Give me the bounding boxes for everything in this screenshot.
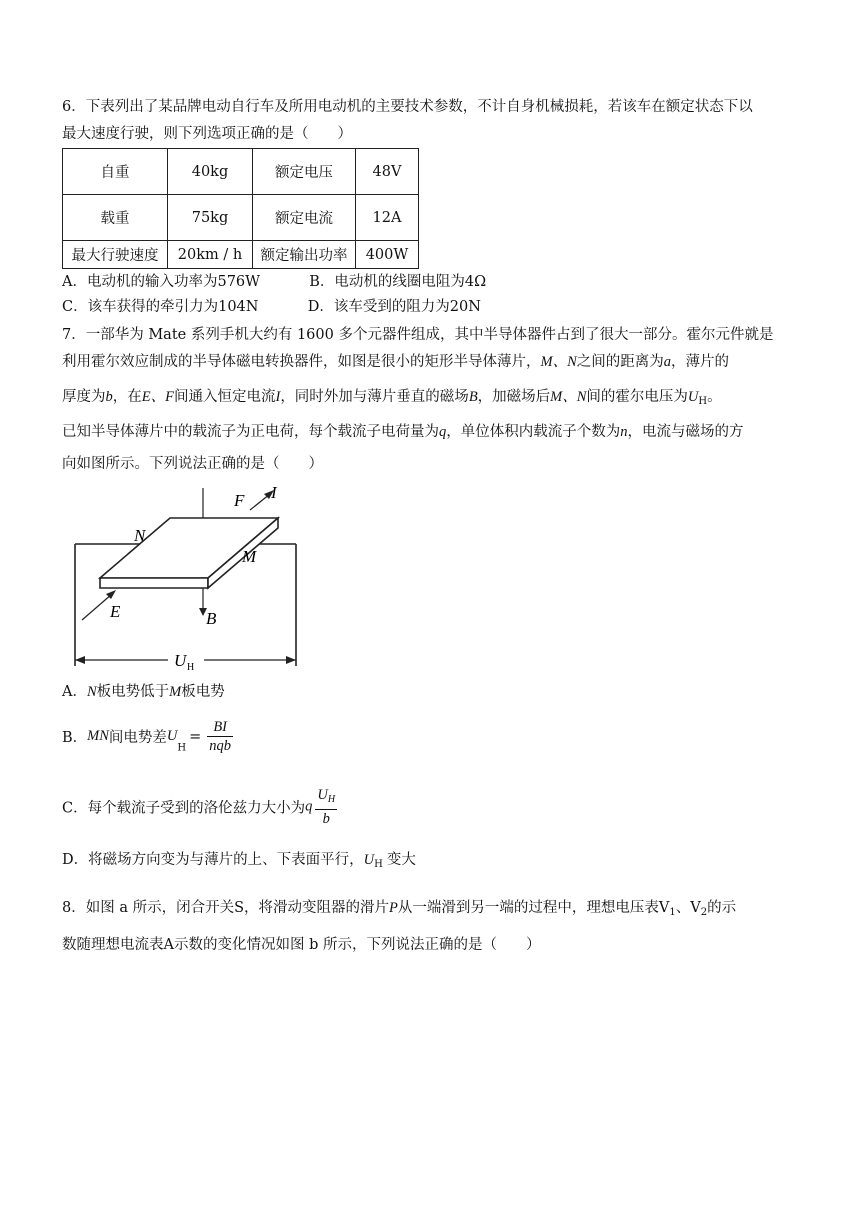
table-cell: 额定输出功率 — [253, 241, 356, 269]
label-u: U — [174, 651, 187, 670]
table-cell: 48V — [356, 149, 419, 195]
q7-option-b: B．MN间电势差$U_H=$ $\frac{BI}{\text{nqb}}$ — [62, 719, 232, 754]
q7-line1: 7．一部华为 Mate 系列手机大约有 1600 多个元器件组成，其中半导体器件占到了很大一部分。霍尔元件就是 — [62, 327, 774, 343]
q7-option-d: D．将磁场方向变为与薄片的上、下表面平行，$U_H$ 变大 — [62, 852, 416, 870]
table-cell: 载重 — [63, 195, 168, 241]
spec-table — [62, 148, 419, 269]
q6-option-c: C．该车获得的牵引力为104N — [62, 299, 259, 315]
table-row — [63, 241, 419, 269]
fraction-denominator: nqb — [209, 738, 232, 754]
hall-effect-figure — [60, 480, 320, 680]
table-cell: 40kg — [168, 149, 253, 195]
table-cell: 12A — [356, 195, 419, 241]
fraction-denominator: b — [322, 811, 330, 827]
q7-line5: 向如图所示。下列说法正确的是（ ） — [62, 456, 323, 472]
current-in-line — [82, 594, 112, 620]
uh-arrow-left-icon — [75, 656, 85, 664]
table-cell: 最大行驶速度 — [63, 241, 168, 269]
q6-stem-line2: 最大速度行驶，则下列选项正确的是（ ） — [62, 126, 352, 142]
label-u-sub: H — [187, 662, 195, 673]
q7-option-c: C．每个载流子受到的洛伦兹力大小为q $\frac{U_H}{b}$ — [62, 787, 336, 827]
table-cell: 额定电压 — [253, 149, 356, 195]
q6-option-b: B．电动机的线圈电阻为4Ω — [309, 274, 487, 290]
table-row — [63, 195, 419, 241]
table-cell: 75kg — [168, 195, 253, 241]
table-cell: 自重 — [63, 149, 168, 195]
q7-line3: 厚度为b，在E、F间通入恒定电流I，同时外加与薄片垂直的磁场B，加磁场后M、N间的霍尔电压为$U_H$。 — [62, 389, 722, 407]
label-e: E — [110, 602, 121, 621]
label-f: F — [234, 491, 245, 510]
table-row — [63, 149, 419, 195]
table-cell: 400W — [356, 241, 419, 269]
label-m: M — [242, 547, 257, 566]
q7-line4: 已知半导体薄片中的载流子为正电荷，每个载流子电荷量为q，单位体积内载流子个数为n，电流与磁场的方 — [62, 424, 744, 440]
q6-option-d: D．该车受到的阻力为20N — [307, 299, 481, 315]
q7-line2: 利用霍尔效应制成的半导体磁电转换器件，如图是很小的矩形半导体薄片，M、N之间的距离为a，薄片的 — [62, 354, 729, 370]
q6-stem-line1: 6．下表列出了某品牌电动自行车及所用电动机的主要技术参数，不计自身机械损耗，若该车在额定状态下以 — [62, 99, 753, 115]
label-i: I — [271, 483, 277, 502]
label-b: B — [206, 609, 217, 628]
q8-line1: 8．如图 a 所示，闭合开关S，将滑动变阻器的滑片P从一端滑到另一端的过程中，理想电压表$V_1$、$V_2$的示 — [62, 900, 737, 918]
q6-options-row2 — [62, 297, 481, 317]
uh-arrow-right-icon — [286, 656, 296, 664]
table-cell: 额定电流 — [253, 195, 356, 241]
slab-front-face — [100, 578, 208, 588]
fraction-numerator: $U_H$ — [315, 786, 337, 810]
q7-option-a: A．N板电势低于M板电势 — [62, 684, 225, 700]
fraction-numerator: BI — [207, 718, 233, 737]
table-cell: 20km / h — [168, 241, 253, 269]
q6-options-row1 — [62, 272, 486, 292]
q8-line2: 数随理想电流表A示数的变化情况如图 b 所示，下列说法正确的是（ ） — [62, 937, 541, 953]
q6-option-a: A．电动机的输入功率为576W — [62, 274, 261, 290]
label-n: N — [134, 526, 146, 545]
